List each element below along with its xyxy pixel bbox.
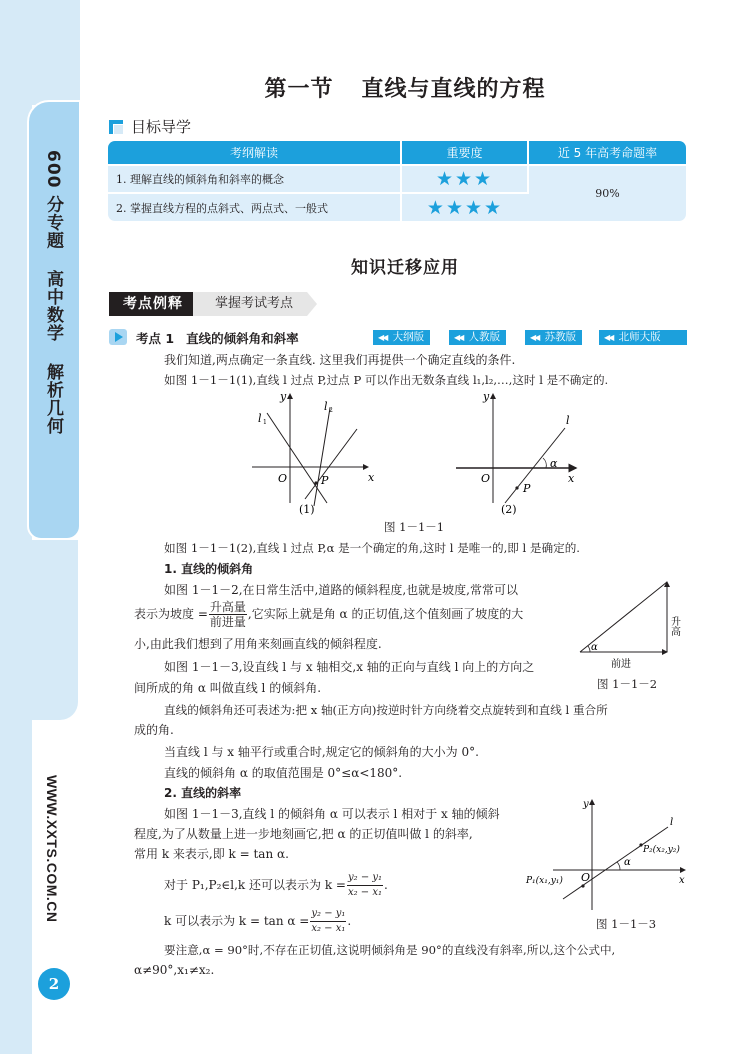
paragraph: 当直线 l 与 x 轴平行或重合时,规定它的倾斜角的大小为 0°. bbox=[164, 745, 479, 759]
fraction-denominator: 前进量 bbox=[209, 615, 246, 629]
page-number: 2 bbox=[38, 968, 70, 1000]
axis-label-y: y bbox=[583, 799, 589, 810]
axis-label-y: y bbox=[280, 390, 287, 403]
point-p2-label: P₂(x₂,y₂) bbox=[643, 845, 680, 855]
line-l-label: l bbox=[566, 414, 570, 427]
sidebar-background-lower bbox=[0, 540, 78, 720]
corner-bracket-icon bbox=[109, 120, 123, 134]
paragraph: 如图 1－1－3,设直线 l 与 x 轴相交,x 轴的正向与直线 l 向上的方向之 bbox=[164, 660, 535, 674]
subfigure-label: (1) bbox=[299, 503, 315, 516]
banner-dark-label: 考点例释 bbox=[109, 292, 193, 316]
subheading: 1. 直线的倾斜角 bbox=[164, 562, 254, 576]
edition-label: 苏教版 bbox=[544, 331, 577, 343]
point-p bbox=[314, 481, 317, 484]
line-l2-label: l bbox=[324, 400, 328, 413]
table-row bbox=[108, 165, 686, 193]
paragraph: 常用 k 来表示,即 k = tan α. bbox=[134, 847, 289, 861]
run-label: 前进 bbox=[611, 659, 631, 670]
edition-label: 人教版 bbox=[468, 331, 501, 343]
line-l bbox=[563, 827, 668, 899]
alpha-label: α bbox=[550, 457, 558, 470]
line-l bbox=[305, 429, 357, 499]
edition-tag-beishida[interactable] bbox=[599, 330, 687, 345]
fraction-numerator: y₂ − y₁ bbox=[347, 871, 383, 886]
origin-label: O bbox=[481, 472, 491, 485]
angle-arc bbox=[543, 458, 546, 468]
axis-label-y: y bbox=[483, 390, 490, 403]
text-span: 对于 P₁,P₂∈l,k 还可以表示为 k = bbox=[164, 878, 346, 892]
fraction bbox=[209, 600, 247, 629]
section-number: 第一节 bbox=[264, 76, 334, 102]
column-header: 近 5 年高考命题率 bbox=[528, 141, 686, 165]
exam-points-banner bbox=[109, 292, 307, 316]
paragraph: 要注意,α = 90°时,不存在正切值,这说明倾斜角是 90°的直线没有斜率,所以,这个公式中, bbox=[164, 943, 616, 957]
figure-caption: 图 1－1－3 bbox=[596, 917, 657, 931]
paragraph: 小,由此我们想到了用角来刻画直线的倾斜程度. bbox=[134, 637, 382, 651]
topic-prefix: 考点 1 bbox=[136, 331, 175, 346]
figure-1-1-1 bbox=[240, 388, 580, 518]
column-header: 重要度 bbox=[401, 141, 528, 165]
line-l2 bbox=[314, 408, 330, 506]
angle-arc bbox=[588, 646, 590, 652]
formula-line: k 可以表示为 k = tan α = $\frac{\text{y₂ − y₁}}{\text{x₂ − x₁}}$ . bbox=[164, 908, 352, 934]
paragraph: α≠90°,x₁≠x₂. bbox=[134, 963, 215, 977]
point-p1 bbox=[581, 884, 584, 887]
fraction-denominator: x₂ − x₁ bbox=[347, 887, 383, 898]
topic-label bbox=[136, 329, 299, 347]
paragraph: 成的角. bbox=[134, 723, 174, 737]
goal-text: 2. 掌握直线方程的点斜式、两点式、一般式 bbox=[108, 193, 401, 221]
series-title-part: 高中数学 bbox=[43, 270, 63, 343]
fraction bbox=[310, 907, 346, 936]
paragraph: 直线的倾斜角还可表述为:把 x 轴(正方向)按逆时针方向绕着交点旋转到和直线 l 重合所 bbox=[164, 703, 608, 717]
line-l-label: l bbox=[670, 817, 674, 828]
point-p-label: P bbox=[321, 474, 329, 487]
paragraph: 程度,为了从数量上进一步地刻画它,把 α 的正切值叫做 l 的斜率, bbox=[134, 827, 473, 841]
subheading: 2. 直线的斜率 bbox=[164, 786, 242, 800]
section-title: 直线与直线的方程 bbox=[361, 76, 546, 102]
point-p-label: P bbox=[523, 482, 531, 495]
line-l1 bbox=[267, 413, 327, 503]
point-p1-label: P₁(x₁,y₁) bbox=[526, 876, 563, 886]
rewind-icon: ◀◀ bbox=[604, 333, 613, 342]
subfigure-label: (2) bbox=[501, 503, 517, 516]
paragraph: 如图 1－1－2,在日常生活中,道路的倾斜程度,也就是坡度,常常可以 bbox=[164, 583, 518, 597]
origin-label: O bbox=[278, 472, 288, 485]
paragraph: 如图 1－1－3,直线 l 的倾斜角 α 可以表示 l 相对于 x 轴的倾斜 bbox=[164, 807, 500, 821]
axis-label-x: x bbox=[679, 875, 685, 886]
figure-caption: 图 1－1－2 bbox=[597, 677, 658, 691]
importance-stars: ★★★ bbox=[401, 165, 528, 193]
edition-tag-dagang[interactable] bbox=[373, 330, 430, 345]
line-l2-subscript: 2 bbox=[329, 407, 333, 414]
origin-label: O bbox=[581, 871, 591, 884]
topic-header bbox=[109, 328, 689, 348]
axis-label-x: x bbox=[568, 472, 575, 485]
series-title-part: 解析几何 bbox=[43, 363, 63, 436]
page-title bbox=[110, 72, 700, 103]
fraction-numerator: y₂ − y₁ bbox=[310, 907, 346, 922]
alpha-label: α bbox=[624, 857, 631, 868]
goal-text: 1. 理解直线的倾斜角和斜率的概念 bbox=[108, 165, 401, 193]
fraction-denominator: x₂ − x₁ bbox=[311, 923, 346, 934]
series-title-part: 600 分专题 bbox=[43, 150, 63, 250]
alpha-label: α bbox=[591, 642, 598, 653]
angle-arc bbox=[617, 862, 620, 870]
edition-label: 北师大版 bbox=[618, 331, 661, 343]
goals-heading bbox=[109, 116, 191, 137]
text-span: ,它实际上就是角 α 的正切值,这个值刻画了坡度的大 bbox=[247, 607, 524, 621]
series-title bbox=[38, 150, 66, 435]
paragraph: 直线的倾斜角 α 的取值范围是 0°≤α<180°. bbox=[164, 766, 403, 780]
point-p bbox=[515, 486, 518, 489]
exam-rate: 90% bbox=[528, 165, 686, 221]
axis-label-x: x bbox=[368, 471, 375, 484]
figure-caption: 图 1－1－1 bbox=[384, 520, 445, 534]
rewind-icon: ◀◀ bbox=[378, 333, 387, 342]
paragraph: 间所成的角 α 叫做直线 l 的倾斜角. bbox=[134, 681, 322, 695]
column-header: 考纲解读 bbox=[108, 141, 401, 165]
table-header-row bbox=[108, 141, 686, 165]
paragraph bbox=[134, 600, 523, 629]
text-span: 表示为坡度 = bbox=[134, 607, 208, 621]
line-l1-label: l bbox=[258, 412, 262, 425]
topic-title: 直线的倾斜角和斜率 bbox=[186, 331, 299, 346]
line-l1-subscript: 1 bbox=[263, 419, 267, 426]
fraction bbox=[347, 871, 383, 900]
play-icon bbox=[109, 329, 127, 345]
rewind-icon: ◀◀ bbox=[454, 333, 463, 342]
goals-heading-label: 目标导学 bbox=[131, 118, 192, 136]
goals-table bbox=[108, 141, 686, 221]
edition-tag-sujiao[interactable] bbox=[525, 330, 582, 345]
edition-tag-renjiao[interactable] bbox=[449, 330, 506, 345]
banner-light-label: 掌握考试考点 bbox=[193, 292, 307, 316]
fraction-numerator: 升高量 bbox=[209, 600, 246, 614]
paragraph: 我们知道,两点确定一条直线. 这里我们再提供一个确定直线的条件. bbox=[164, 353, 516, 367]
importance-stars: ★★★★ bbox=[401, 193, 528, 221]
text-span: k 可以表示为 k = tan α = bbox=[164, 914, 310, 928]
rise-label: 升高 bbox=[668, 616, 680, 636]
paragraph: 如图 1－1－1(2),直线 l 过点 P,α 是一个确定的角,这时 l 是唯一的,即 l 是确定的. bbox=[164, 541, 580, 555]
figure-1-1-2 bbox=[575, 578, 695, 678]
rewind-icon: ◀◀ bbox=[530, 333, 539, 342]
knowledge-section-title: 知识迁移应用 bbox=[351, 258, 459, 278]
figure-1-1-3 bbox=[525, 795, 700, 910]
edition-label: 大纲版 bbox=[392, 331, 425, 343]
paragraph: 如图 1－1－1(1),直线 l 过点 P,过点 P 可以作出无数条直线 l₁,l₂,…,这时 l 是不确定的. bbox=[164, 373, 609, 387]
website-url: WWW.XXTS.COM.CN bbox=[44, 775, 60, 923]
formula-line: 对于 P₁,P₂∈l,k 还可以表示为 k = $\frac{\text{y₂ − y₁}}{\text{x₂ − x₁}}$ . bbox=[164, 872, 388, 898]
